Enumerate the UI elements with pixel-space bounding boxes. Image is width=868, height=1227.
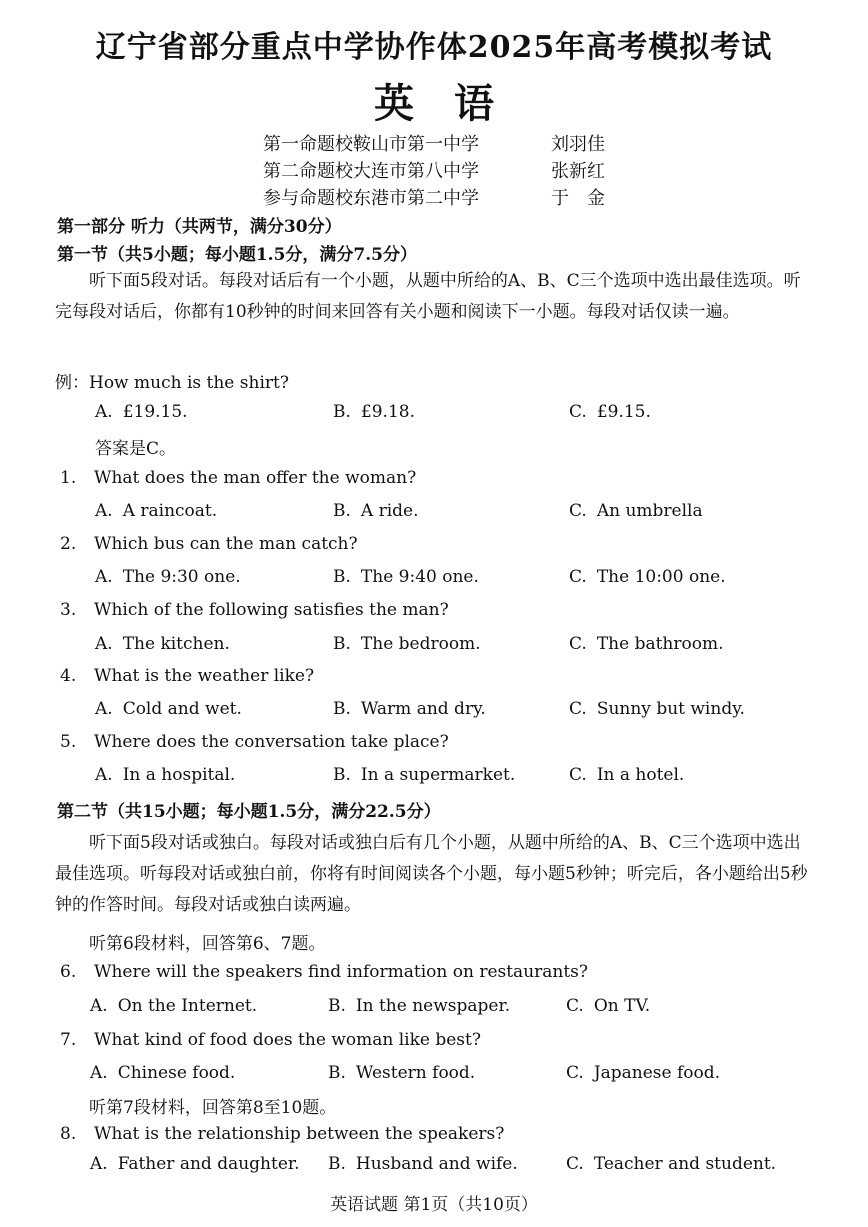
option-c: C. Sunny but windy.	[569, 699, 745, 719]
option-b: B. £9.18.	[333, 402, 415, 422]
option-a: A. The 9:30 one.	[95, 567, 241, 587]
setter-school: 鞍山市第一中学	[353, 134, 479, 155]
option-c: C. On TV.	[566, 996, 651, 1016]
option-b: B. The bedroom.	[333, 634, 481, 654]
option-b: B. A ride.	[333, 501, 419, 521]
question-6: 6. Where will the speakers find information on restaurants?	[60, 962, 589, 982]
option-a: A. A raincoat.	[95, 501, 218, 521]
question-7: 7. What kind of food does the woman like best?	[60, 1030, 481, 1050]
option-b: B. In a supermarket.	[333, 765, 516, 785]
option-c: C. An umbrella	[569, 501, 703, 521]
question-8: 8. What is the relationship between the speakers?	[60, 1124, 505, 1144]
setter-role: 第二命题校：	[263, 161, 371, 182]
option-a: A. Chinese food.	[90, 1063, 236, 1083]
setter-role: 参与命题校：	[263, 188, 371, 209]
example-question-text: How much is the shirt?	[89, 373, 289, 393]
question-3: 3. Which of the following satisfies the man?	[60, 600, 449, 620]
setter-school: 东港市第二中学	[353, 188, 479, 209]
exam-title: 辽宁省部分重点中学协作体2025年高考模拟考试	[95, 30, 773, 65]
option-a: A. £19.15.	[95, 402, 188, 422]
option-b: B. In the newspaper.	[328, 996, 511, 1016]
option-c: C. The bathroom.	[569, 634, 724, 654]
question-1: 1. What does the man offer the woman?	[60, 468, 417, 488]
page-footer: 英语试题 第1页（共10页）	[330, 1195, 538, 1215]
section1-instructions: 听下面5段对话。每段对话后有一个小题，从题中所给的A、B、C三个选项中选出最佳选项。听完每段对话后，你都有10秒钟的时间来回答有关小题和阅读下一小题。每段对话仅读一遍。	[55, 271, 801, 322]
option-a: A. The kitchen.	[95, 634, 230, 654]
subject-title: 英语	[374, 80, 534, 127]
option-a: A. Cold and wet.	[95, 699, 242, 719]
question-5: 5. Where does the conversation take place?	[60, 732, 449, 752]
option-b: B. Husband and wife.	[328, 1154, 518, 1174]
setter-row	[263, 184, 605, 211]
option-b: B. Western food.	[328, 1063, 476, 1083]
option-b: B. Warm and dry.	[333, 699, 486, 719]
setter-person: 刘羽佳	[551, 134, 605, 155]
option-a: A. In a hospital.	[95, 765, 236, 785]
option-c: C. Teacher and student.	[566, 1154, 777, 1174]
setter-person: 张新红	[551, 161, 605, 182]
option-a: A. On the Internet.	[90, 996, 258, 1016]
option-c: C. The 10:00 one.	[569, 567, 726, 587]
question-2: 2. Which bus can the man catch?	[60, 534, 358, 554]
question-setters	[263, 130, 605, 211]
setter-row	[263, 157, 605, 184]
setter-role: 第一命题校：	[263, 134, 371, 155]
option-c: C. Japanese food.	[566, 1063, 721, 1083]
option-a: A. Father and daughter.	[90, 1154, 300, 1174]
section2-heading: 第二节（共15小题；每小题1.5分，满分22.5分）	[57, 802, 441, 822]
example-label: 例：	[55, 373, 89, 393]
option-c: C. In a hotel.	[569, 765, 685, 785]
material6-instruction: 听第6段材料，回答第6、7题。	[89, 934, 326, 954]
option-b: B. The 9:40 one.	[333, 567, 479, 587]
part1-heading: 第一部分 听力（共两节，满分30分）	[57, 217, 342, 237]
setter-person: 于 金	[551, 188, 605, 209]
setter-school: 大连市第八中学	[353, 161, 479, 182]
option-c: C. £9.15.	[569, 402, 651, 422]
question-4: 4. What is the weather like?	[60, 666, 315, 686]
section1-heading: 第一节（共5小题；每小题1.5分，满分7.5分）	[57, 245, 417, 265]
example-question	[55, 368, 289, 393]
material7-instruction: 听第7段材料，回答第8至10题。	[89, 1098, 337, 1118]
section2-instructions: 听下面5段对话或独白。每段对话或独白后有几个小题，从题中所给的A、B、C三个选项中选出最佳选项。听每段对话或独白前，你将有时间阅读各个小题，每小题5秒钟；听完后，各小题给出5秒钟的作答时间。每段对话或独白读两遍。	[55, 833, 808, 915]
example-answer: 答案是C。	[95, 439, 177, 459]
setter-row	[263, 130, 605, 157]
